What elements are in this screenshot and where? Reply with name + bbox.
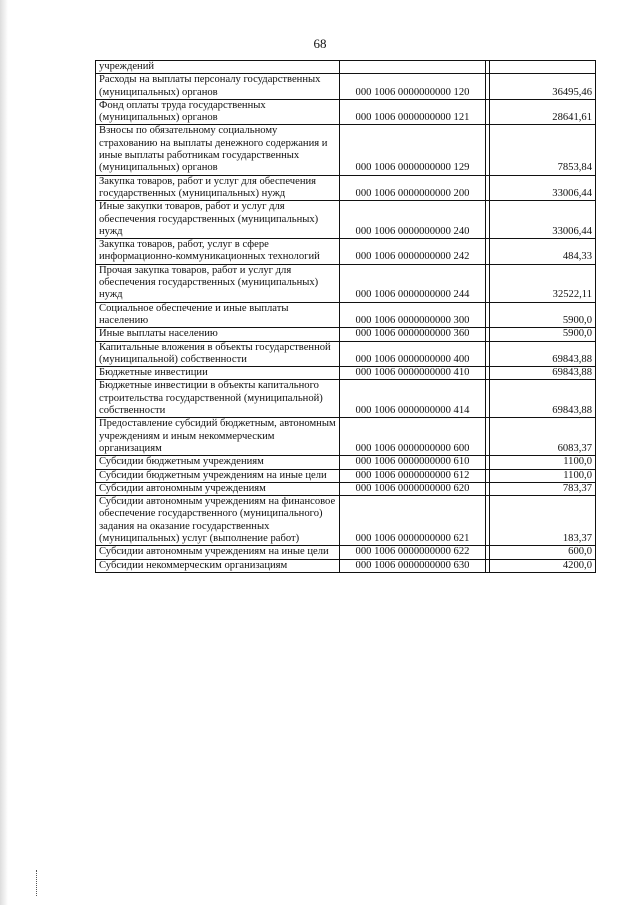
row-sum: 28641,61 (490, 99, 596, 125)
row-sum: 32522,11 (490, 264, 596, 302)
row-sum: 33006,44 (490, 175, 596, 201)
table-row (96, 201, 596, 239)
row-sum: 7853,84 (490, 125, 596, 175)
table-row (96, 328, 596, 341)
row-name: Закупка товаров, работ, услуг в сфере информационно-коммуникационных технологий (96, 239, 340, 265)
row-name: Бюджетные инвестиции в объекты капитального строительства государственной (муниципальной) собственности (96, 380, 340, 418)
table-row (96, 74, 596, 100)
row-sum: 6083,37 (490, 418, 596, 456)
row-code: 000 1006 0000000000 621 (340, 496, 486, 546)
row-sum: 1100,0 (490, 456, 596, 469)
row-code: 000 1006 0000000000 630 (340, 559, 486, 572)
row-name: Бюджетные инвестиции (96, 367, 340, 380)
table-row (96, 456, 596, 469)
page-number: 68 (313, 36, 327, 51)
table-row (96, 496, 596, 546)
row-sum: 484,33 (490, 239, 596, 265)
row-sum: 1100,0 (490, 469, 596, 482)
table-row (96, 61, 596, 74)
row-name: Иные выплаты населению (96, 328, 340, 341)
scan-edge-shadow (0, 0, 8, 905)
row-code: 000 1006 0000000000 610 (340, 456, 486, 469)
row-code: 000 1006 0000000000 120 (340, 74, 486, 100)
row-name: Расходы на выплаты персоналу государственных (муниципальных) органов (96, 74, 340, 100)
row-sum: 600,0 (490, 546, 596, 559)
row-code: 000 1006 0000000000 300 (340, 302, 486, 328)
row-name: Субсидии бюджетным учреждениям (96, 456, 340, 469)
row-sum: 69843,88 (490, 380, 596, 418)
table-row (96, 482, 596, 495)
row-code: 000 1006 0000000000 200 (340, 175, 486, 201)
row-code: 000 1006 0000000000 410 (340, 367, 486, 380)
row-code: 000 1006 0000000000 414 (340, 380, 486, 418)
row-code: 000 1006 0000000000 242 (340, 239, 486, 265)
table-row (96, 546, 596, 559)
row-sum: 69843,88 (490, 367, 596, 380)
row-sum: 783,37 (490, 482, 596, 495)
row-code: 000 1006 0000000000 620 (340, 482, 486, 495)
row-sum: 5900,0 (490, 302, 596, 328)
row-code: 000 1006 0000000000 622 (340, 546, 486, 559)
row-name: Субсидии автономным учреждениям на иные цели (96, 546, 340, 559)
table-row (96, 175, 596, 201)
row-sum: 183,37 (490, 496, 596, 546)
row-name: Субсидии автономным учреждениям (96, 482, 340, 495)
table-row (96, 559, 596, 572)
row-name: Капитальные вложения в объекты государственной (муниципальной) собственности (96, 341, 340, 367)
row-code: 000 1006 0000000000 360 (340, 328, 486, 341)
row-code: 000 1006 0000000000 240 (340, 201, 486, 239)
table-row (96, 239, 596, 265)
table-row (96, 469, 596, 482)
row-name: учреждений (96, 61, 340, 74)
row-name: Субсидии бюджетным учреждениям на иные цели (96, 469, 340, 482)
row-name: Фонд оплаты труда государственных (муниципальных) органов (96, 99, 340, 125)
row-name: Социальное обеспечение и иные выплаты населению (96, 302, 340, 328)
row-sum: 36495,46 (490, 74, 596, 100)
budget-table (95, 60, 596, 573)
row-sum: 33006,44 (490, 201, 596, 239)
table-row (96, 302, 596, 328)
table-row (96, 341, 596, 367)
table-row (96, 380, 596, 418)
table-row (96, 99, 596, 125)
row-sum (490, 61, 596, 74)
row-name: Взносы по обязательному социальному страхованию на выплаты денежного содержания и иные выплаты работникам государственных (муниципальных) органов (96, 125, 340, 175)
table-row (96, 367, 596, 380)
row-sum: 5900,0 (490, 328, 596, 341)
row-code: 000 1006 0000000000 121 (340, 99, 486, 125)
table-row (96, 264, 596, 302)
table-row (96, 125, 596, 175)
row-sum: 69843,88 (490, 341, 596, 367)
scan-artifact (36, 870, 39, 896)
row-code: 000 1006 0000000000 129 (340, 125, 486, 175)
row-name: Субсидии автономным учреждениям на финансовое обеспечение государственного (муниципального) задания на оказание государственных (муниципальных) услуг (выполнение работ) (96, 496, 340, 546)
row-name: Предоставление субсидий бюджетным, автономным учреждениям и иным некоммерческим организациям (96, 418, 340, 456)
row-code: 000 1006 0000000000 244 (340, 264, 486, 302)
row-code (340, 61, 486, 74)
row-name: Иные закупки товаров, работ и услуг для обеспечения государственных (муниципальных) нужд (96, 201, 340, 239)
row-code: 000 1006 0000000000 612 (340, 469, 486, 482)
row-name: Закупка товаров, работ и услуг для обеспечения государственных (муниципальных) нужд (96, 175, 340, 201)
table-row (96, 418, 596, 456)
row-code: 000 1006 0000000000 400 (340, 341, 486, 367)
row-name: Субсидии некоммерческим организациям (96, 559, 340, 572)
row-sum: 4200,0 (490, 559, 596, 572)
row-name: Прочая закупка товаров, работ и услуг для обеспечения государственных (муниципальных) нужд (96, 264, 340, 302)
row-code: 000 1006 0000000000 600 (340, 418, 486, 456)
